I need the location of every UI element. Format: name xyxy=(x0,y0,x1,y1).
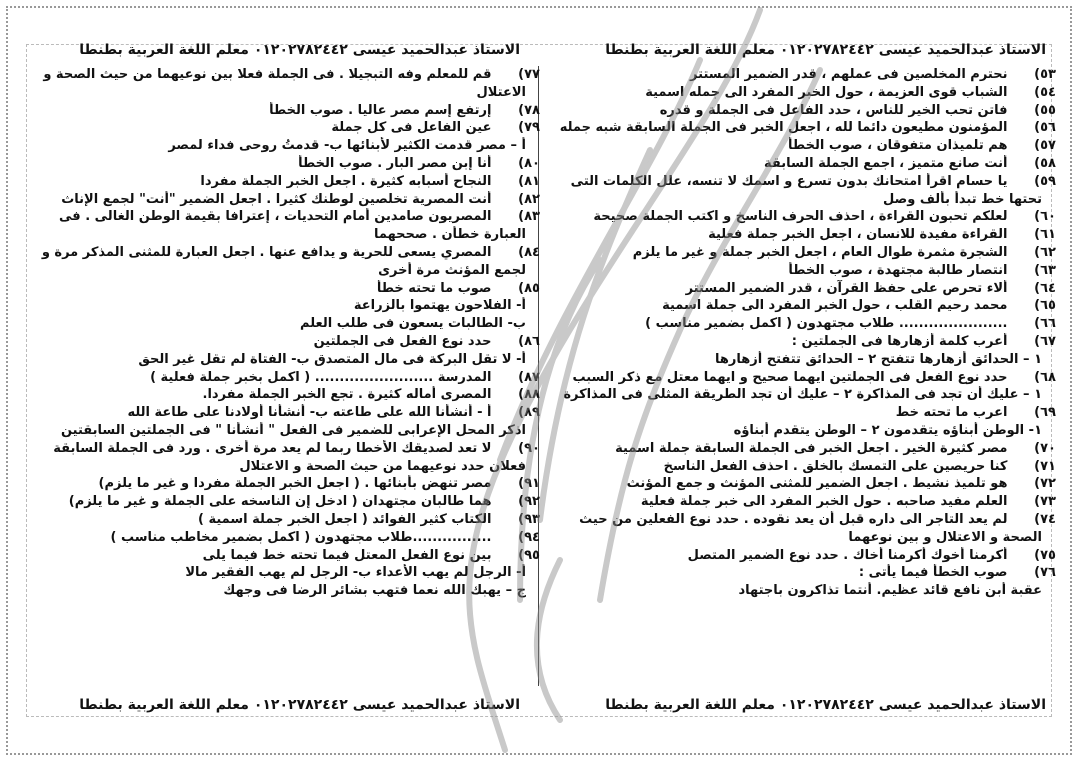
question-number: ٨٧) xyxy=(518,369,540,385)
question-text: المؤمنون مطيعون دائما لله ، اجعل الخبر فى الجملة السابقة شبه جمله xyxy=(559,120,1012,136)
question-text: الكتاب كثير الفوائد ( اجعل الخبر جملة اسمية ) xyxy=(197,511,496,527)
question-text: القراءة مفيدة للانسان ، اجعل الخبر جملة فعلية xyxy=(708,227,1012,243)
question-text: عين الفاعل فى كل جملة xyxy=(331,120,496,136)
question-number: ٨٣) xyxy=(518,209,540,225)
right-question-line xyxy=(556,119,1056,137)
right-question-line xyxy=(556,244,1056,262)
question-number: ٥٦) xyxy=(1034,120,1056,136)
left-question-line xyxy=(30,529,540,547)
question-text: مصر تنهض بأبنائها . ( اجعل الخبر الجملة مفردا و غير ما يلزم) xyxy=(98,476,496,492)
question-number: ٩٢) xyxy=(518,494,540,510)
left-question-line xyxy=(30,422,540,440)
right-question-line xyxy=(556,422,1056,440)
question-text: صوب ما تحته خطأ xyxy=(376,280,496,296)
question-number: ٧٤) xyxy=(1034,511,1056,527)
question-number: ٥٤) xyxy=(1034,84,1056,100)
question-text: اذكر المحل الإعرابى للضمير فى الفعل " أنشأنا " فى الجملتين السابقتين xyxy=(60,422,526,438)
question-text: لعلكم تحبون القراءة ، احذف الحرف الناسخ و اكتب الجملة صحيحة xyxy=(593,209,1012,225)
question-number: ٧٨) xyxy=(518,102,540,118)
question-text: ١ – الحدائق أزهارها تتفتح ٢ – الحدائق تتفتح أزهارها xyxy=(714,351,1042,367)
left-question-line xyxy=(30,333,540,351)
left-question-line xyxy=(30,386,540,404)
left-question-line xyxy=(30,66,540,84)
question-number: ٦٨) xyxy=(1034,369,1056,385)
right-question-line xyxy=(556,529,1056,547)
left-question-line xyxy=(30,191,540,209)
right-question-line xyxy=(556,386,1056,404)
question-text: ...................... طلاب مجتهدون ( اكمل بضمير مناسب ) xyxy=(645,316,1012,332)
question-number: ٦٩) xyxy=(1034,405,1056,421)
left-question-line xyxy=(30,404,540,422)
question-text: أكرمنا أخوك أكرمنا أخاك . حدد نوع الضمير المتصل xyxy=(687,547,1012,563)
header-teacher-right: الاستاذ عبدالحميد عيسى ٠١٢٠٢٧٨٢٤٤٢ معلم اللغة العربية بطنطا xyxy=(605,42,1046,58)
question-number: ٧٠) xyxy=(1034,440,1056,456)
question-text: أعرب كلمة أزهارها فى الجملتين : xyxy=(791,333,1012,349)
right-question-line xyxy=(556,475,1056,493)
question-number: ٦٥) xyxy=(1034,298,1056,314)
right-question-line xyxy=(556,191,1056,209)
question-number: ٦٣) xyxy=(1034,262,1056,278)
left-question-line xyxy=(30,475,540,493)
question-text: نحترم المخلصين فى عملهم ، قدر الضمير المستتر xyxy=(690,67,1012,82)
question-text: أ - أنشأنا الله على طاعته ب- أنشأنا أولادنا على طاعة الله xyxy=(127,405,496,421)
question-number: ٩٣) xyxy=(518,511,540,527)
left-question-line xyxy=(30,173,540,191)
question-text: لم يعد التاجر الى داره قبل أن يعد نقوده . حدد نوع الفعلين من حيث xyxy=(579,511,1012,527)
question-text: المدرسة ........................ ( اكمل بخبر جملة فعلية ) xyxy=(150,369,496,385)
question-text: مصر كثيرة الخير . اجعل الخبر فى الجملة السابقة جملة اسمية xyxy=(615,440,1012,456)
question-text: المصري يسعى للحرية و يدافع عنها . اجعل العبارة للمثنى المذكر مرة و xyxy=(41,244,496,260)
question-text: المصريون صامدين أمام التحديات ، إعترافا بقيمة الوطن الغالى . فى xyxy=(59,209,496,225)
left-question-line xyxy=(30,262,540,280)
question-text: كنا حريصين على التمسك بالخلق . احذف الفعل الناسخ xyxy=(663,458,1012,474)
question-text: هو تلميذ نشيط . اجعل الضمير للمثنى المؤنث و جمع المؤنث xyxy=(626,476,1012,492)
question-text: تحتها خط تبدأ بألف وصل xyxy=(883,191,1042,207)
question-number: ٨٥) xyxy=(518,280,540,296)
question-number: ٥٧) xyxy=(1034,138,1056,154)
right-question-line xyxy=(556,351,1056,369)
question-number: ٧٣) xyxy=(1034,494,1056,510)
question-number: ٦٢) xyxy=(1034,244,1056,260)
left-question-line xyxy=(30,84,540,102)
question-number: ٨٤) xyxy=(518,244,540,260)
right-question-line xyxy=(556,102,1056,120)
question-number: ٨١) xyxy=(518,173,540,189)
question-text: الصحة و الاعتلال و بين نوعهما xyxy=(848,529,1042,545)
question-text: هم تلميذان متفوقان ، صوب الخطأ xyxy=(788,138,1012,154)
question-number: ٨٠) xyxy=(518,155,540,171)
question-text: النجاح أسبابه كثيرة . اجعل الخبر الجملة مفردا xyxy=(200,173,496,189)
left-question-line xyxy=(30,582,540,600)
question-text: عقبة أبن نافع قائد عظيم. أنتما تذاكرون باجتهاد xyxy=(738,583,1042,599)
question-number: ٨٦) xyxy=(518,333,540,349)
question-number: ٩٤) xyxy=(518,529,540,545)
question-number: ٦٦) xyxy=(1034,316,1056,332)
right-question-line xyxy=(556,333,1056,351)
question-number: ٦٧) xyxy=(1034,333,1056,349)
question-number: ٥٨) xyxy=(1034,155,1056,171)
question-text: حدد نوع الفعل فى الجملتين xyxy=(313,333,496,349)
question-text: صوب الخطأ فيما يأتى : xyxy=(858,565,1012,581)
question-text: العبارة خطأن . صححهما xyxy=(373,227,526,243)
question-number: ٩٠) xyxy=(518,440,540,456)
question-text: ١ – عليك أن تجد فى المذاكرة ٢ – عليك أن تجد الطريقة المثلى فى المذاكرة xyxy=(563,387,1042,403)
question-text: محمد رحيم القلب ، حول الخبر المفرد الى جملة اسمية xyxy=(662,298,1012,314)
question-number: ٧٦) xyxy=(1034,565,1056,581)
right-question-line xyxy=(556,404,1056,422)
question-text: انتصار طالبة مجتهدة ، صوب الخطأ xyxy=(788,262,1012,278)
question-number: ٥٥) xyxy=(1034,102,1056,118)
question-text: ١- الوطن أبناؤه يتقدمون ٢ – الوطن يتقدم أبناؤه xyxy=(733,422,1042,438)
question-number: ٨٩) xyxy=(518,405,540,421)
question-number: ٦٤) xyxy=(1034,280,1056,296)
question-number: ٧٧) xyxy=(518,67,540,82)
question-text: الشجرة مثمرة طوال العام ، اجعل الخبر جملة و غير ما يلزم xyxy=(632,244,1012,260)
right-question-line xyxy=(556,493,1056,511)
left-question-line xyxy=(30,102,540,120)
question-text: أ – مصر قدمت الكثير لأبنائها ب- قدمتُ روحى فداء لمصر xyxy=(168,138,526,154)
right-question-line xyxy=(556,262,1056,280)
left-question-line xyxy=(30,244,540,262)
question-text: الشباب قوى العزيمة ، حول الخبر المفرد الى جمله اسمية xyxy=(645,84,1012,100)
left-question-line xyxy=(30,440,540,458)
right-question-line xyxy=(556,66,1056,84)
left-question-line xyxy=(30,280,540,298)
left-question-line xyxy=(30,137,540,155)
right-question-line xyxy=(556,315,1056,333)
left-question-line xyxy=(30,369,540,387)
question-text: أ- لا تقل البركة فى مال المتصدق ب- الفتاة لم تقل غير الحق xyxy=(138,351,526,367)
right-question-line xyxy=(556,280,1056,298)
right-question-line xyxy=(556,547,1056,565)
right-question-line xyxy=(556,226,1056,244)
question-text: إرتفع إسم مصر عاليا . صوب الخطأ xyxy=(269,102,496,118)
left-question-line xyxy=(30,351,540,369)
question-text: يا حسام اقرأ امتحانك بدون تسرع و اسمك لا تنسه، علل الكلمات التى xyxy=(570,173,1012,189)
question-text: فاتن تحب الخير للناس ، حدد الفاعل فى الجملة و قدره xyxy=(659,102,1012,118)
question-text: أنت صانع متميز ، اجمع الجملة السابقة xyxy=(764,155,1012,171)
question-text: ب- الطالبات يسعون فى طلب العلم xyxy=(300,316,526,332)
right-question-line xyxy=(556,458,1056,476)
left-question-line xyxy=(30,208,540,226)
question-number: ٧١) xyxy=(1034,458,1056,474)
question-text: حدد نوع الفعل فى الجملتين ايهما صحيح و ايهما معتل مع ذكر السبب xyxy=(572,369,1012,385)
left-column-questions xyxy=(30,66,540,686)
right-question-line xyxy=(556,155,1056,173)
right-question-line xyxy=(556,84,1056,102)
left-question-line xyxy=(30,315,540,333)
question-number: ٨٨) xyxy=(518,387,540,403)
left-question-line xyxy=(30,511,540,529)
question-number: ٧٢) xyxy=(1034,476,1056,492)
question-text: هما طالبان مجتهدان ( ادخل إن الناسخه على الجملة و غير ما يلزم) xyxy=(68,494,496,510)
right-question-line xyxy=(556,173,1056,191)
question-number: ٦٠) xyxy=(1034,209,1056,225)
question-number: ٦١) xyxy=(1034,227,1056,243)
question-text: أ- الرجل لم يهب الأعداء ب- الرجل لم يهب الفقير مالا xyxy=(185,565,526,581)
right-question-line xyxy=(556,564,1056,582)
right-question-line xyxy=(556,369,1056,387)
question-text: اعرب ما تحته خط xyxy=(895,405,1012,421)
question-number: ٥٣) xyxy=(1034,67,1056,82)
left-question-line xyxy=(30,297,540,315)
question-text: أ- الفلاحون يهتموا بالزراعة xyxy=(353,298,526,314)
right-question-line xyxy=(556,440,1056,458)
question-text: الاعتلال xyxy=(476,84,526,100)
footer-teacher-left: الاستاذ عبدالحميد عيسى ٠١٢٠٢٧٨٢٤٤٢ معلم اللغة العربية بطنطا xyxy=(79,697,520,713)
left-question-line xyxy=(30,458,540,476)
question-text: لا تعد لصديقك الأخطا ربما لم يعد مرة أخرى . ورد فى الجملة السابقة xyxy=(53,440,496,456)
question-text: فعلان حدد نوعيهما من حيث الصحة و الاعتلال xyxy=(239,458,526,474)
question-number: ٥٩) xyxy=(1034,173,1056,189)
question-text: أنا إبن مصر البار . صوب الخطأ xyxy=(298,155,496,171)
right-question-line xyxy=(556,582,1056,600)
question-text: بين نوع الفعل المعتل فيما تحته خط فيما يلى xyxy=(202,547,496,563)
left-question-line xyxy=(30,493,540,511)
right-column-questions xyxy=(556,66,1056,686)
question-text: لجمع المؤنث مرة أخرى xyxy=(378,262,526,278)
question-text: العلم مفيد صاحبه . حول الخبر المفرد الى خبر جملة فعلية xyxy=(640,494,1012,510)
question-number: ٨٢) xyxy=(518,191,540,207)
question-number: ٧٥) xyxy=(1034,547,1056,563)
left-question-line xyxy=(30,119,540,137)
right-question-line xyxy=(556,208,1056,226)
left-question-line xyxy=(30,564,540,582)
left-question-line xyxy=(30,547,540,565)
question-text: ................طلاب مجتهدون ( اكمل بضمير مخاطب مناسب ) xyxy=(110,529,496,545)
right-question-line xyxy=(556,511,1056,529)
right-question-line xyxy=(556,297,1056,315)
header-teacher-left: الاستاذ عبدالحميد عيسى ٠١٢٠٢٧٨٢٤٤٢ معلم اللغة العربية بطنطا xyxy=(79,42,520,58)
left-question-line xyxy=(30,226,540,244)
question-text: أنت المصرية تخلصين لوطنك كثيرا . اجعل الضمير "أنت" لجمع الإناث xyxy=(61,191,496,207)
left-question-line xyxy=(30,155,540,173)
question-text: المصرى أماله كثيرة . تجع الخبر الجملة مفردا. xyxy=(202,387,496,403)
question-text: ألاء تحرص على حفظ القرآن ، قدر الضمير المستتر xyxy=(685,280,1012,296)
right-question-line xyxy=(556,137,1056,155)
question-text: قم للمعلم وفه التبجيلا . فى الجملة فعلا بين نوعيهما من حيث الصحة و xyxy=(43,67,496,82)
footer-teacher-right: الاستاذ عبدالحميد عيسى ٠١٢٠٢٧٨٢٤٤٢ معلم اللغة العربية بطنطا xyxy=(605,697,1046,713)
question-text: ج – يهبك الله نعما فتهب بشائر الرضا فى وجهك xyxy=(223,583,526,599)
question-number: ٧٩) xyxy=(518,120,540,136)
question-number: ٩٥) xyxy=(518,547,540,563)
question-number: ٩١) xyxy=(518,476,540,492)
